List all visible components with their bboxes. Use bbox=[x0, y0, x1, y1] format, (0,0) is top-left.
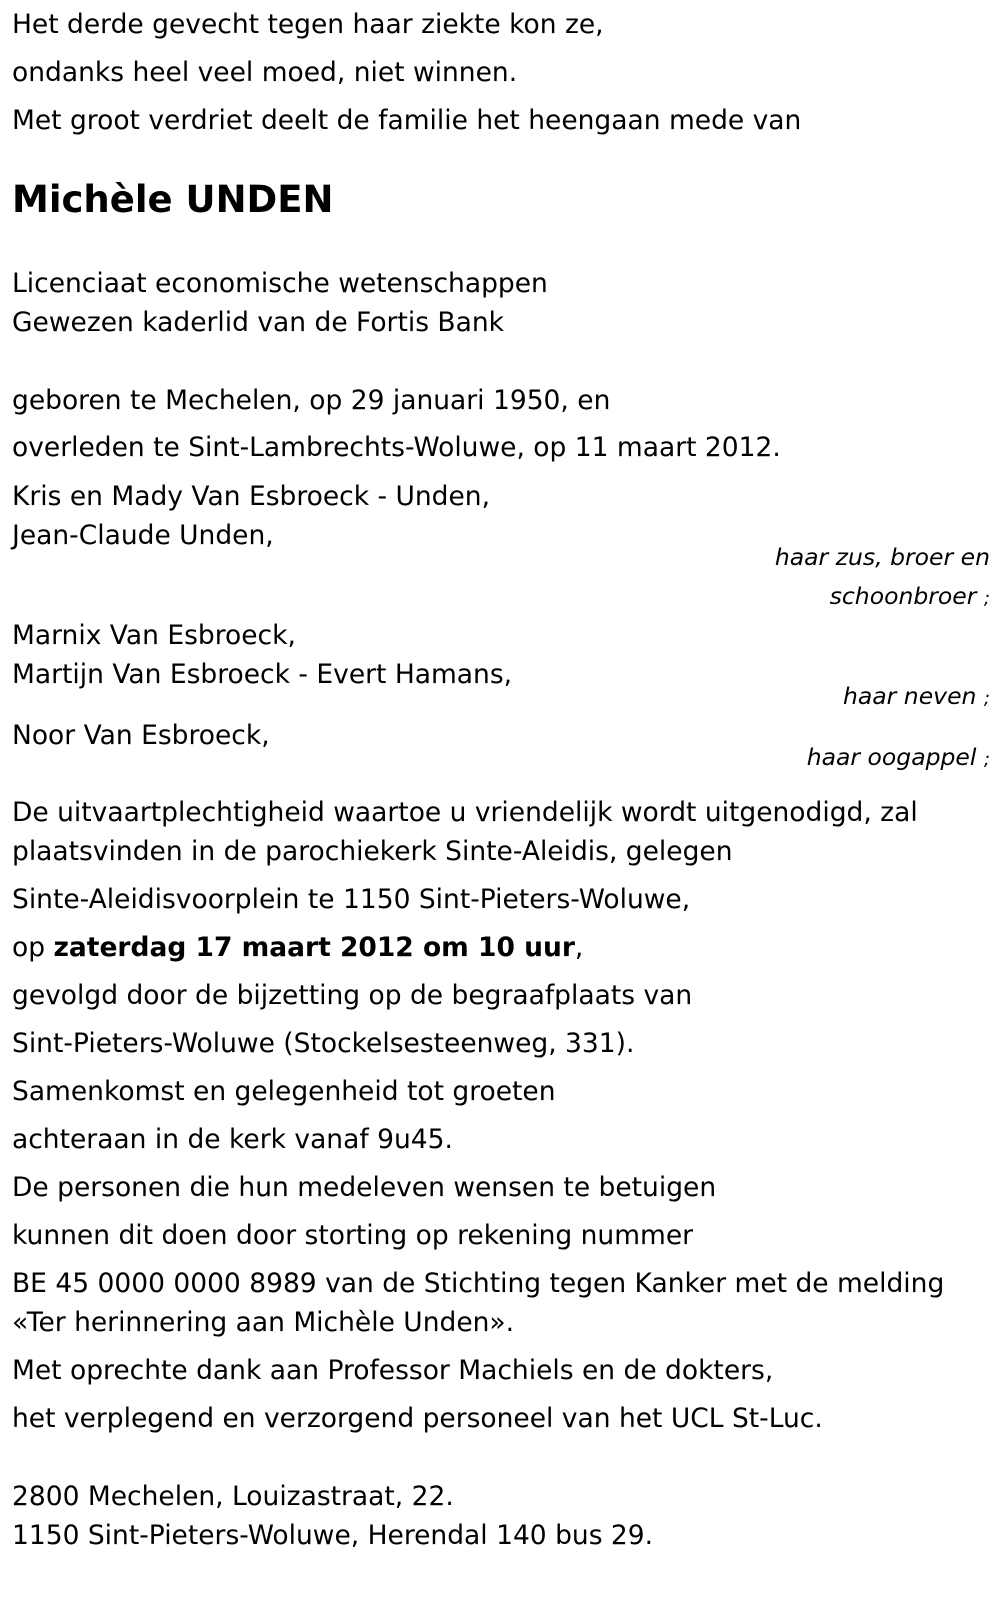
birth-line: geboren te Mechelen, op 29 januari 1950, en bbox=[12, 385, 611, 416]
separator: ; bbox=[983, 749, 990, 770]
donation-line-1: De personen die hun medeleven wensen te betuigen bbox=[12, 1172, 717, 1203]
ceremony-line-5: gevolgd door de bijzetting op de begraafplaats van bbox=[12, 980, 693, 1011]
separator: ; bbox=[983, 588, 990, 609]
death-line: overleden te Sint-Lambrechts-Woluwe, op 11 maart 2012. bbox=[12, 432, 781, 463]
ceremony-date-line bbox=[12, 932, 584, 963]
intro-line-1: Het derde gevecht tegen haar ziekte kon ze, bbox=[12, 9, 604, 40]
relation-text: schoonbroer bbox=[829, 582, 977, 610]
donation-line-2: kunnen dit doen door storting op rekening nummer bbox=[12, 1220, 694, 1251]
family-group1-relation-1: haar zus, broer en bbox=[774, 543, 990, 571]
date-prefix: op bbox=[12, 932, 54, 963]
date-suffix: , bbox=[574, 932, 584, 963]
ceremony-line-8: achteraan in de kerk vanaf 9u45. bbox=[12, 1124, 453, 1155]
family-group1-name-2: Jean-Claude Unden, bbox=[12, 520, 274, 551]
intro-line-2: ondanks heel veel moed, niet winnen. bbox=[12, 57, 518, 88]
family-group1-relation-2 bbox=[829, 582, 990, 610]
title-line-2: Gewezen kaderlid van de Fortis Bank bbox=[12, 307, 504, 338]
ceremony-line-7: Samenkomst en gelegenheid tot groeten bbox=[12, 1076, 556, 1107]
donation-line-3: BE 45 0000 0000 8989 van de Stichting tegen Kanker met de melding bbox=[12, 1268, 945, 1299]
family-group2-name-1: Marnix Van Esbroeck, bbox=[12, 620, 296, 651]
intro-line-3: Met groot verdriet deelt de familie het heengaan mede van bbox=[12, 105, 802, 136]
separator: ; bbox=[983, 688, 990, 709]
relation-text: haar oogappel bbox=[806, 743, 977, 771]
family-group3-relation bbox=[806, 743, 990, 771]
ceremony-line-1: De uitvaartplechtigheid waartoe u vriendelijk wordt uitgenodigd, zal bbox=[12, 797, 918, 828]
ceremony-line-2: plaatsvinden in de parochiekerk Sinte-Aleidis, gelegen bbox=[12, 836, 733, 867]
thanks-line-2: het verplegend en verzorgend personeel van het UCL St-Luc. bbox=[12, 1403, 823, 1434]
ceremony-line-6: Sint-Pieters-Woluwe (Stockelsesteenweg, 331). bbox=[12, 1028, 635, 1059]
address-line-1: 2800 Mechelen, Louizastraat, 22. bbox=[12, 1481, 454, 1512]
family-group2-name-2: Martijn Van Esbroeck - Evert Hamans, bbox=[12, 659, 513, 690]
family-group1-name-1: Kris en Mady Van Esbroeck - Unden, bbox=[12, 481, 491, 512]
address-line-2: 1150 Sint-Pieters-Woluwe, Herendal 140 bus 29. bbox=[12, 1520, 654, 1551]
ceremony-date: zaterdag 17 maart 2012 om 10 uur bbox=[53, 932, 575, 963]
family-group2-relation bbox=[842, 682, 990, 710]
deceased-name: Michèle UNDEN bbox=[12, 178, 334, 221]
relation-text: haar neven bbox=[842, 682, 977, 710]
family-group3-name: Noor Van Esbroeck, bbox=[12, 720, 270, 751]
ceremony-line-3: Sinte-Aleidisvoorplein te 1150 Sint-Pieters-Woluwe, bbox=[12, 884, 691, 915]
thanks-line-1: Met oprechte dank aan Professor Machiels en de dokters, bbox=[12, 1355, 774, 1386]
donation-line-4: «Ter herinnering aan Michèle Unden». bbox=[12, 1307, 515, 1338]
title-line-1: Licenciaat economische wetenschappen bbox=[12, 268, 548, 299]
